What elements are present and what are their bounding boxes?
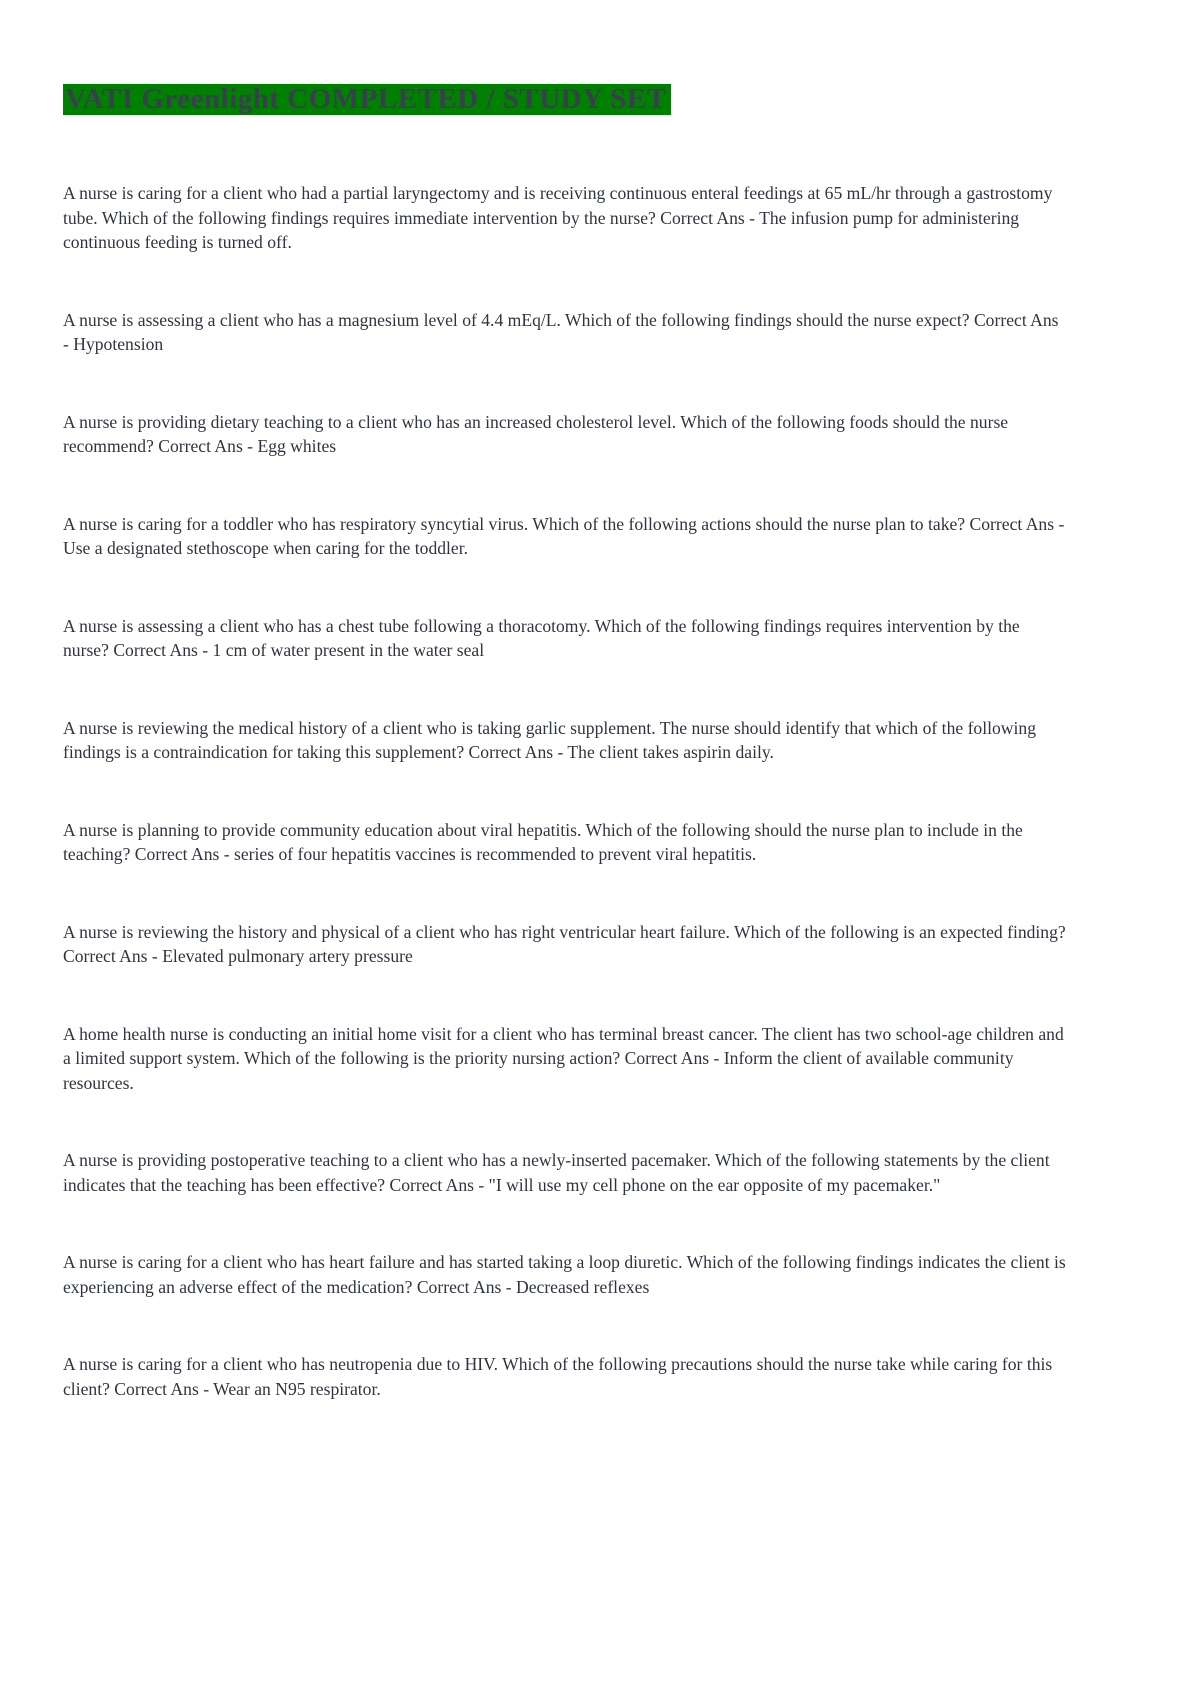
qa-item: A nurse is planning to provide community education about viral hepatitis. Which of the following should the nurse plan to include in the teaching? Correct Ans - series of four hepatitis vaccines is recommended to prevent viral hepatitis. bbox=[63, 819, 1023, 864]
qa-item: A nurse is assessing a client who has a magnesium level of 4.4 mEq/L. Which of the following findings should the nurse expect? Correct Ans - Hypotension bbox=[63, 309, 1059, 354]
qa-item: A home health nurse is conducting an initial home visit for a client who has terminal breast cancer. The client has two school-age children and a limited support system. Which of the following is the priority nursing action? Correct Ans - Inform the client of available community resources. bbox=[63, 1023, 1064, 1093]
qa-item: A nurse is providing postoperative teaching to a client who has a newly-inserted pacemaker. Which of the following statements by the client indicates that the teaching has been effective? Correct Ans - "I will use my cell phone on the ear opposite of my pacemaker." bbox=[63, 1150, 1050, 1195]
qa-item: A nurse is providing dietary teaching to a client who has an increased cholesterol level. Which of the following foods should the nurse recommend? Correct Ans - Egg whites bbox=[63, 411, 1009, 456]
qa-item: A nurse is reviewing the medical history of a client who is taking garlic supplement. The nurse should identify that which of the following findings is a contraindication for taking this supplement? Correct Ans - The client takes aspirin daily. bbox=[63, 717, 1036, 762]
qa-list bbox=[63, 181, 1066, 1401]
qa-item: A nurse is caring for a client who had a partial laryngectomy and is receiving continuous enteral feedings at 65 mL/hr through a gastrostomy tube. Which of the following findings requires immediate intervention by the nurse? Correct Ans - The infusion pump for administering continuous feeding is turned off. bbox=[63, 183, 1053, 252]
qa-item: A nurse is caring for a client who has neutropenia due to HIV. Which of the following precautions should the nurse take while caring for this client? Correct Ans - Wear an N95 respirator. bbox=[63, 1354, 1053, 1399]
qa-item: A nurse is reviewing the history and physical of a client who has right ventricular heart failure. Which of the following is an expected finding? Correct Ans - Elevated pulmonary artery pressure bbox=[63, 921, 1066, 966]
page-title: VATI Greenlight COMPLETED / STUDY SET bbox=[63, 84, 671, 115]
qa-item: A nurse is assessing a client who has a chest tube following a thoracotomy. Which of the following findings requires intervention by the nurse? Correct Ans - 1 cm of water present in the water seal bbox=[63, 615, 1020, 660]
qa-item: A nurse is caring for a toddler who has respiratory syncytial virus. Which of the following actions should the nurse plan to take? Correct Ans - Use a designated stethoscope when caring for the toddler. bbox=[63, 513, 1065, 558]
qa-item: A nurse is caring for a client who has heart failure and has started taking a loop diuretic. Which of the following findings indicates the client is experiencing an adverse effect of the medication? Correct Ans - Decreased reflexes bbox=[63, 1252, 1066, 1297]
